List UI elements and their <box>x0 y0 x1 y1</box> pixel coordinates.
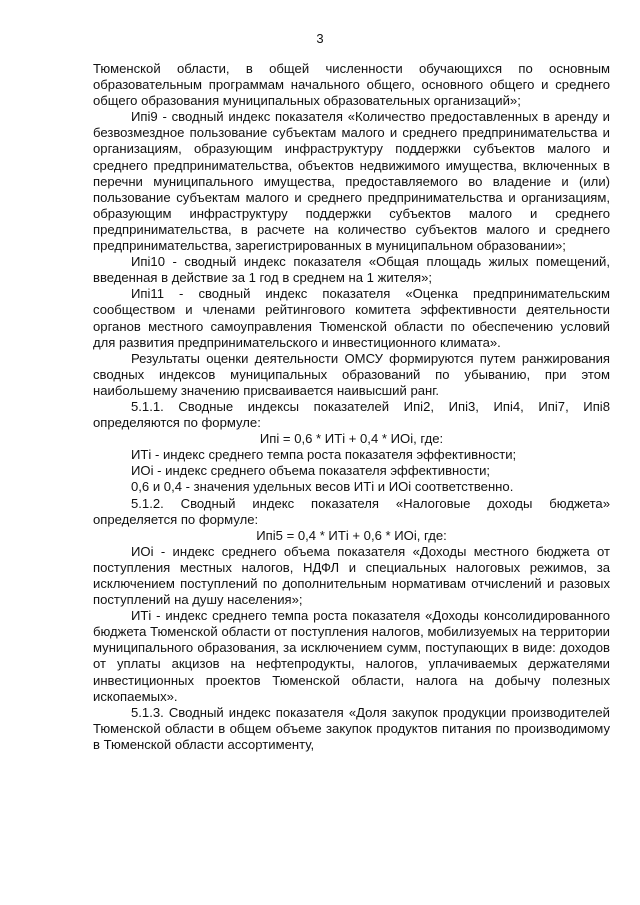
paragraph-continuation: Тюменской области, в общей численности обучающихся по основным образовательным программам начального общего, основного общего и среднего общего образования муниципальных образовательных организаций»; <box>93 61 610 109</box>
paragraph-results: Результаты оценки деятельности ОМСУ формируются путем ранжирования сводных индексов муниципальных образований по убыванию, при этом наибольшему значению присваивается наивысший ранг. <box>93 350 610 398</box>
paragraph-ipi10: Ипi10 - сводный индекс показателя «Общая площадь жилых помещений, введенная в действие за 1 год в среднем на 1 жителя»; <box>93 254 610 286</box>
definition-iti: ИТi - индекс среднего темпа роста показателя эффективности; <box>131 447 517 463</box>
paragraph-ipi11: Ипi11 - сводный индекс показателя «Оценка предпринимательским сообществом и членами рейтингового комитета эффективности деятельности органов местного самоуправления Тюменской области по обеспечению условий для развития предпринимательского и инвестиционного климата». <box>93 286 610 350</box>
definition-iti-budget: ИТi - индекс среднего темпа роста показателя «Доходы консолидированного бюджета Тюменской области от поступления налогов, мобилизуемых на территории муниципального образования, за исключением сумм, поступающих в виде: доходов от уплаты акцизов на нефтепродукты, налогов, уплачиваемых держателями инвестиционных проектов Тюменской области, налога на добычу полезных ископаемых». <box>93 608 610 704</box>
definition-ioi-budget: ИОi - индекс среднего объема показателя «Доходы местного бюджета от поступления местных налогов, НДФЛ и специальных налоговых режимов, за исключением поступлений по дополнительным нормативам отчислений и разовых поступлений на душу населения»; <box>93 543 610 608</box>
paragraph-5-1-1: 5.1.1. Сводные индексы показателей Ипi2, Ипi3, Ипi4, Ипi7, Ипi8 определяются по формуле: <box>93 398 610 431</box>
paragraph-5-1-3: 5.1.3. Сводный индекс показателя «Доля закупок продукции производителей Тюменской области в общем объеме закупок продуктов питания по производимому в Тюменской области ассортименту, <box>93 704 610 752</box>
paragraph-5-1-2: 5.1.2. Сводный индекс показателя «Налоговые доходы бюджета» определяется по формуле: <box>93 495 610 527</box>
document-body <box>93 61 610 753</box>
formula-ipi: Ипi = 0,6 * ИТi + 0,4 * ИОi, где: <box>259 431 444 447</box>
page-number: 3 <box>316 31 324 46</box>
definition-ioi: ИОi - индекс среднего объема показателя эффективности; <box>131 463 491 479</box>
definition-weights: 0,6 и 0,4 - значения удельных весов ИТi и ИОi соответственно. <box>131 479 514 495</box>
formula-ipi5: Ипi5 = 0,4 * ИТi + 0,6 * ИОi, где: <box>256 527 447 543</box>
paragraph-ipi9: Ипi9 - сводный индекс показателя «Количество предоставленных в аренду и безвозмездное пользование субъектам малого и среднего предпринимательства и организациям, образующим инфраструктуру поддержки субъектов малого и среднего предпринимательства, объектов недвижимого имущества, включенных в перечни муниципального имущества, предоставляемого во владение и (или) пользование субъектам малого и среднего предпринимательства и организациям, образующим инфраструктуру поддержки субъектов малого и среднего предпринимательства, в расчете на количество субъектов малого и среднего предпринимательства, зарегистрированных в муниципальном образовании»; <box>93 109 610 254</box>
